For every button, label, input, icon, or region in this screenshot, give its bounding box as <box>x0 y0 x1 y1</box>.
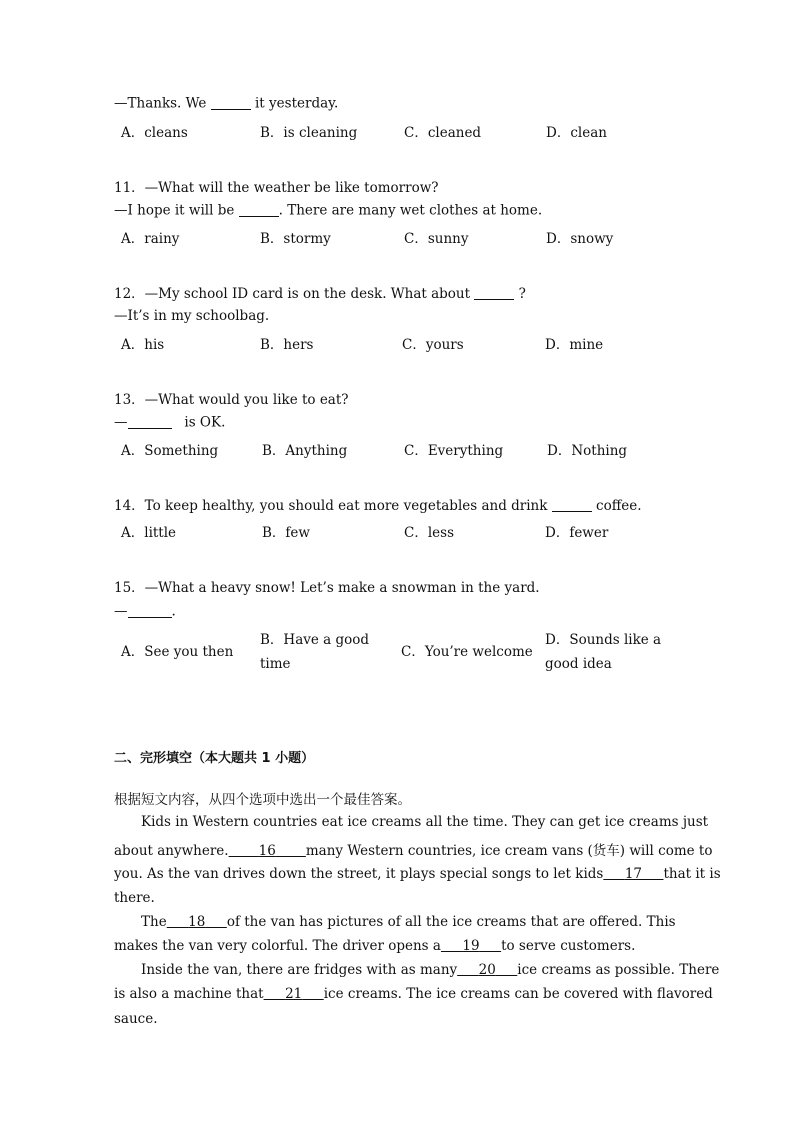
q13-option-b[interactable]: B．Anything <box>262 443 348 459</box>
q14-option-b[interactable]: B．few <box>262 525 310 541</box>
q14-question: 14．To keep healthy, you should eat more vegetables and drink coffee. <box>114 498 642 514</box>
q15-option-c[interactable]: C．You’re welcome <box>401 644 533 660</box>
q15-option-d[interactable] <box>545 628 661 672</box>
q12-option-c[interactable]: C．yours <box>402 337 464 353</box>
answer-blank[interactable] <box>474 286 514 301</box>
q13-option-d[interactable]: D．Nothing <box>547 443 628 459</box>
passage-p1-line3: you. As the van drives down the street, it plays special songs to let kids 17 that it is <box>114 866 721 882</box>
q12-answer-line: —It’s in my schoolbag. <box>114 308 270 324</box>
answer-blank[interactable] <box>128 414 172 429</box>
passage-p2-line1: The 18 of the van has pictures of all the ice creams that are offered. This <box>141 914 676 930</box>
q12-option-b[interactable]: B．hers <box>260 337 314 353</box>
q12-question: 12．—My school ID card is on the desk. What about ? <box>114 286 526 302</box>
q15-option-b-line2: time <box>260 656 291 672</box>
q14-option-a[interactable]: A．little <box>121 525 177 541</box>
q10-option-b[interactable]: B．is cleaning <box>260 125 358 141</box>
passage-p3-line3: sauce. <box>114 1011 158 1027</box>
q10-option-a[interactable]: A．cleans <box>121 125 188 141</box>
section-instruction: 根据短文内容，从四个选项中选出一个最佳答案。 <box>114 792 411 808</box>
q14-option-c[interactable]: C．less <box>404 525 454 541</box>
q11-option-d[interactable]: D．snowy <box>546 231 614 247</box>
q15-question: 15．—What a heavy snow! Let’s make a snowman in the yard. <box>114 580 540 596</box>
passage-p3-line2: is also a machine that 21 ice creams. The ice creams can be covered with flavored <box>114 986 713 1002</box>
q15-answer-line: — . <box>114 603 176 620</box>
passage-p1-line4: there. <box>114 890 155 906</box>
answer-blank[interactable] <box>239 202 279 217</box>
q13-question: 13．—What would you like to eat? <box>114 392 349 408</box>
passage-p2-line2: makes the van very colorful. The driver opens a 19 to serve customers. <box>114 938 636 954</box>
q11-option-b[interactable]: B．stormy <box>260 231 331 247</box>
blank-20[interactable]: 20 <box>478 962 496 978</box>
q14-option-d[interactable]: D．fewer <box>545 525 609 541</box>
q12-option-d[interactable]: D．mine <box>545 337 604 353</box>
blank-17[interactable]: 17 <box>624 866 642 882</box>
answer-blank[interactable] <box>552 498 592 513</box>
q15-option-b[interactable] <box>260 628 369 672</box>
q11-answer-line: —I hope it will be . There are many wet clothes at home. <box>114 202 543 219</box>
q11-question: 11．—What will the weather be like tomorrow? <box>114 180 439 196</box>
blank-18[interactable]: 18 <box>188 914 206 930</box>
q13-option-a[interactable]: A．Something <box>121 443 219 459</box>
q11-option-a[interactable]: A．rainy <box>121 231 180 247</box>
passage-p1-line2: about anywhere. 16 many Western countries, ice cream vans (货车) will come to <box>114 843 713 859</box>
answer-blank[interactable] <box>128 603 172 618</box>
section-title: 二、完形填空（本大题共 1 小题） <box>114 751 315 766</box>
blank-21[interactable]: 21 <box>285 986 303 1002</box>
passage-p1-line1: Kids in Western countries eat ice creams all the time. They can get ice creams just <box>141 814 709 830</box>
q13-answer-line: — is OK. <box>114 414 226 431</box>
q10-answer-line: —Thanks. We it yesterday. <box>114 95 339 112</box>
answer-blank[interactable] <box>211 95 251 110</box>
q15-option-d-line2: good idea <box>545 656 612 672</box>
q10-option-c[interactable]: C．cleaned <box>404 125 482 141</box>
q13-option-c[interactable]: C．Everything <box>404 443 504 459</box>
q15-option-d-line1: D．Sounds like a <box>545 632 662 648</box>
q15-option-a[interactable]: A．See you then <box>121 644 234 660</box>
q12-option-a[interactable]: A．his <box>121 337 165 353</box>
blank-16[interactable]: 16 <box>258 843 276 859</box>
passage-p3-line1: Inside the van, there are fridges with as many 20 ice creams as possible. There <box>141 962 720 978</box>
blank-19[interactable]: 19 <box>462 938 480 954</box>
q15-option-b-line1: B．Have a good <box>260 632 370 648</box>
q11-option-c[interactable]: C．sunny <box>404 231 469 247</box>
q10-option-d[interactable]: D．clean <box>546 125 607 141</box>
